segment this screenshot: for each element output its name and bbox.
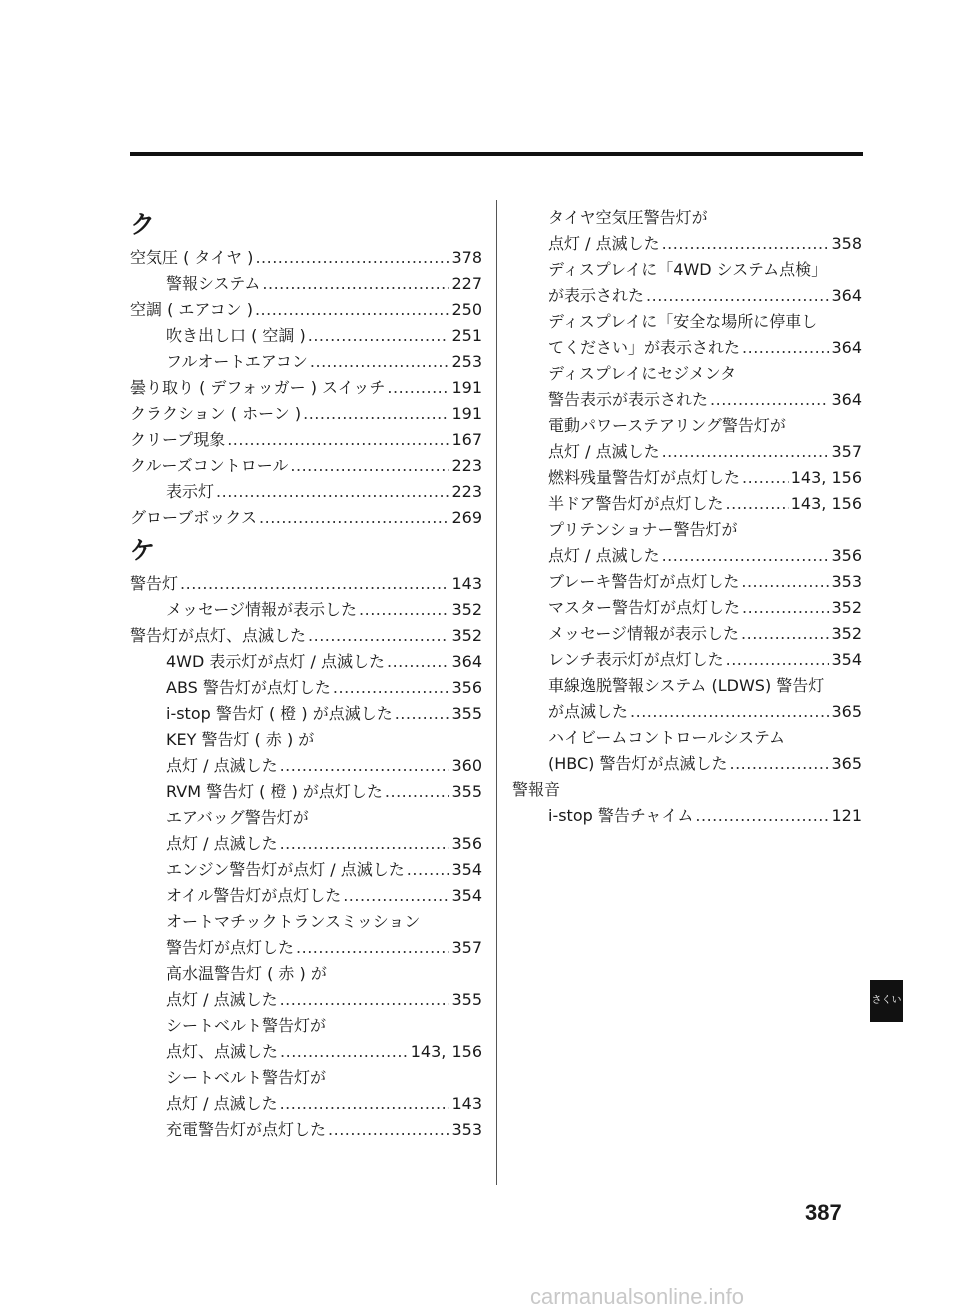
leader-dots [343, 883, 449, 909]
entry-text: RVM 警告灯 ( 橙 ) が点灯した [166, 782, 383, 801]
entry-text: 半ドア警告灯が点灯した [548, 494, 724, 513]
index-entry [512, 673, 862, 699]
entry-text: 4WD 表示灯が点灯 / 点滅した [166, 652, 385, 671]
leader-dots [290, 453, 449, 479]
index-entry [512, 361, 862, 387]
entry-page: 356 [451, 678, 482, 697]
entry-page: 364 [831, 338, 862, 357]
index-entry [130, 401, 482, 427]
entry-page: 191 [451, 378, 482, 397]
entry-text: 燃料残量警告灯が点灯した [548, 468, 741, 487]
entry-text: 充電警告灯が点灯した [166, 1120, 327, 1139]
entry-text: 電動パワーステアリング警告灯が [548, 416, 786, 435]
entry-text: レンチ表示灯が点灯した [548, 650, 724, 669]
entry-page: 223 [451, 482, 482, 501]
entry-page: 356 [831, 546, 862, 565]
index-entry [512, 413, 862, 439]
index-entry [130, 701, 482, 727]
index-entry [130, 245, 482, 271]
entry-page: 143 [451, 1094, 482, 1113]
entry-text: 点灯 / 点滅した [166, 834, 278, 853]
index-entry [130, 1013, 482, 1039]
index-entry [130, 479, 482, 505]
entry-page: 360 [451, 756, 482, 775]
entry-text: ディスプレイに「安全な場所に停車し [548, 312, 818, 331]
entry-page: 352 [831, 624, 862, 643]
index-entry [130, 753, 482, 779]
index-entry [130, 1091, 482, 1117]
entry-text: 空気圧 ( タイヤ ) [130, 248, 254, 267]
entry-text: エアバッグ警告灯が [166, 808, 309, 827]
leader-dots [387, 375, 449, 401]
entry-page: 378 [451, 248, 482, 267]
leader-dots [255, 245, 449, 271]
index-entry [512, 543, 862, 569]
entry-page: 269 [451, 508, 482, 527]
index-entry [130, 1065, 482, 1091]
leader-dots [359, 597, 449, 623]
entry-text: オートマチックトランスミッション [166, 912, 421, 931]
entry-text: が表示された [548, 286, 645, 305]
entry-text: 曇り取り ( デフォッガー ) スイッチ [130, 378, 386, 397]
entry-text: 点灯 / 点滅した [548, 546, 660, 565]
leader-dots [280, 1091, 450, 1117]
leader-dots [308, 323, 450, 349]
index-entry [130, 323, 482, 349]
entry-page: 352 [451, 600, 482, 619]
leader-dots [662, 439, 830, 465]
entry-text: ABS 警告灯が点灯した [166, 678, 331, 697]
entry-text: プリテンショナー警告灯が [548, 520, 738, 539]
entry-text: シートベルト警告灯が [166, 1068, 327, 1087]
index-entry [130, 909, 482, 935]
leader-dots [255, 297, 450, 323]
entry-text: グローブボックス [130, 508, 258, 527]
entry-text: てください」が表示された [548, 338, 741, 357]
index-entry [130, 649, 482, 675]
index-entry [512, 257, 862, 283]
leader-dots [742, 595, 829, 621]
index-entry [130, 349, 482, 375]
entry-page: 356 [451, 834, 482, 853]
entry-text: i-stop 警告灯 ( 橙 ) が点滅した [166, 704, 393, 723]
page-number: 387 [805, 1200, 842, 1225]
index-entry [130, 779, 482, 805]
entry-text: メッセージ情報が表示した [166, 600, 358, 619]
index-entry [512, 803, 862, 829]
entry-page: 353 [831, 572, 862, 591]
entry-text: 空調 ( エアコン ) [130, 300, 253, 319]
entry-text: 吹き出し口 ( 空調 ) [166, 326, 306, 345]
leader-dots [387, 649, 449, 675]
index-entry [130, 375, 482, 401]
index-entry [130, 571, 482, 597]
index-side-tab: さくいん [870, 980, 903, 1022]
entry-text: 車線逸脱警報システム (LDWS) 警告灯 [548, 676, 825, 695]
entry-text: 点灯 / 点滅した [548, 442, 660, 461]
leader-dots [630, 699, 829, 725]
index-entry [512, 517, 862, 543]
entry-page: 143, 156 [410, 1042, 482, 1061]
leader-dots [280, 753, 450, 779]
entry-page: 365 [831, 702, 862, 721]
index-entry [130, 271, 482, 297]
entry-text: 警報システム [166, 274, 261, 293]
index-entry [512, 335, 862, 361]
entry-page: 357 [831, 442, 862, 461]
entry-text: シートベルト警告灯が [166, 1016, 327, 1035]
index-entry [512, 205, 862, 231]
entry-text: 点灯 / 点滅した [166, 1094, 278, 1113]
index-entry [512, 465, 862, 491]
entry-text: エンジン警告灯が点灯 / 点滅した [166, 860, 405, 879]
entry-page: 354 [451, 886, 482, 905]
section-heading: ク [130, 210, 156, 239]
entry-text: メッセージ情報が表示した [548, 624, 740, 643]
leader-dots [308, 623, 449, 649]
entry-text: クルーズコントロール [130, 456, 289, 475]
entry-page: 357 [451, 938, 482, 957]
index-entry [512, 647, 862, 673]
index-entry [130, 1117, 482, 1143]
entry-text: が点滅した [548, 702, 629, 721]
leader-dots [259, 505, 449, 531]
index-entry [130, 935, 482, 961]
entry-page: 143, 156 [790, 494, 862, 513]
index-entry [512, 439, 862, 465]
index-entry [130, 883, 482, 909]
index-entry [512, 595, 862, 621]
entry-page: 365 [831, 754, 862, 773]
entry-text: i-stop 警告チャイム [548, 806, 694, 825]
top-rule [130, 152, 863, 156]
entry-page: 167 [451, 430, 482, 449]
entry-page: 364 [451, 652, 482, 671]
index-entry [130, 505, 482, 531]
entry-text: ブレーキ警告灯が点灯した [548, 572, 740, 591]
entry-page: 223 [451, 456, 482, 475]
index-entry [130, 961, 482, 987]
index-entry [130, 297, 482, 323]
index-column-left [130, 205, 482, 1143]
entry-text: 警報音 [512, 780, 561, 799]
leader-dots [407, 857, 450, 883]
entry-text: タイヤ空気圧警告灯が [548, 208, 708, 227]
leader-dots [395, 701, 450, 727]
leader-dots [726, 647, 830, 673]
index-entry [512, 491, 862, 517]
index-entry [130, 805, 482, 831]
index-entry [130, 857, 482, 883]
index-entry [130, 727, 482, 753]
entry-page: 353 [451, 1120, 482, 1139]
entry-page: 355 [451, 704, 482, 723]
leader-dots [662, 231, 830, 257]
leader-dots [303, 401, 449, 427]
index-entry [130, 1039, 482, 1065]
leader-dots [726, 491, 789, 517]
leader-dots [280, 831, 450, 857]
leader-dots [729, 751, 829, 777]
index-entry [512, 751, 862, 777]
leader-dots [280, 987, 450, 1013]
section-heading: ケ [130, 536, 156, 565]
index-entry [512, 725, 862, 751]
entry-page: 352 [451, 626, 482, 645]
entry-text: (HBC) 警告灯が点滅した [548, 754, 728, 773]
column-divider [496, 200, 497, 1185]
leader-dots [742, 465, 789, 491]
leader-dots [216, 479, 449, 505]
leader-dots [310, 349, 450, 375]
entry-page: 358 [831, 234, 862, 253]
leader-dots [385, 779, 450, 805]
entry-page: 143 [451, 574, 482, 593]
index-entry [130, 453, 482, 479]
entry-page: 121 [831, 806, 862, 825]
index-entry [130, 987, 482, 1013]
leader-dots [296, 935, 449, 961]
entry-text: 点灯 / 点滅した [166, 756, 278, 775]
entry-page: 191 [451, 404, 482, 423]
entry-text: 警告灯が点灯した [166, 938, 295, 957]
leader-dots [333, 675, 450, 701]
index-entry [512, 621, 862, 647]
entry-text: 高水温警告灯 ( 赤 ) が [166, 964, 327, 983]
index-entry [130, 675, 482, 701]
entry-page: 354 [831, 650, 862, 669]
leader-dots [741, 621, 829, 647]
entry-text: 警告灯が点灯、点滅した [130, 626, 307, 645]
leader-dots [328, 1117, 449, 1143]
leader-dots [180, 571, 449, 597]
entry-page: 364 [831, 390, 862, 409]
entry-text: 点灯 / 点滅した [548, 234, 660, 253]
entry-page: 227 [451, 274, 482, 293]
index-entry [130, 597, 482, 623]
leader-dots [280, 1039, 409, 1065]
index-entry [130, 623, 482, 649]
leader-dots [695, 803, 829, 829]
entry-page: 364 [831, 286, 862, 305]
entry-page: 143, 156 [790, 468, 862, 487]
entry-text: マスター警告灯が点灯した [548, 598, 741, 617]
entry-text: KEY 警告灯 ( 赤 ) が [166, 730, 315, 749]
index-entry [512, 283, 862, 309]
entry-page: 251 [451, 326, 482, 345]
entry-page: 250 [451, 300, 482, 319]
leader-dots [262, 271, 449, 297]
index-entry [130, 427, 482, 453]
entry-text: フルオートエアコン [166, 352, 308, 371]
index-entry [512, 387, 862, 413]
watermark: carmanualsonline.info [530, 1284, 745, 1309]
leader-dots [710, 387, 829, 413]
entry-text: 表示灯 [166, 482, 215, 501]
entry-text: 点灯 / 点滅した [166, 990, 278, 1009]
entry-page: 355 [451, 782, 482, 801]
entry-text: クラクション ( ホーン ) [130, 404, 302, 423]
entry-text: 警告灯 [130, 574, 179, 593]
entry-text: ディスプレイにセジメンタ [548, 364, 737, 383]
entry-text: オイル警告灯が点灯した [166, 886, 342, 905]
leader-dots [741, 569, 829, 595]
leader-dots [662, 543, 830, 569]
leader-dots [646, 283, 829, 309]
entry-text: ハイビームコントロールシステム [548, 728, 786, 747]
entry-text: 点灯、点滅した [166, 1042, 279, 1061]
index-entry [512, 309, 862, 335]
index-column-right [512, 205, 862, 829]
index-entry [512, 231, 862, 257]
entry-page: 355 [451, 990, 482, 1009]
entry-text: ディスプレイに「4WD システム点検」 [548, 260, 828, 279]
index-entry [130, 831, 482, 857]
index-entry [512, 777, 862, 803]
leader-dots [742, 335, 829, 361]
entry-page: 352 [831, 598, 862, 617]
entry-page: 253 [451, 352, 482, 371]
entry-page: 354 [451, 860, 482, 879]
index-entry [512, 699, 862, 725]
entry-text: 警告表示が表示された [548, 390, 709, 409]
index-entry [512, 569, 862, 595]
leader-dots [227, 427, 449, 453]
entry-text: クリープ現象 [130, 430, 226, 449]
